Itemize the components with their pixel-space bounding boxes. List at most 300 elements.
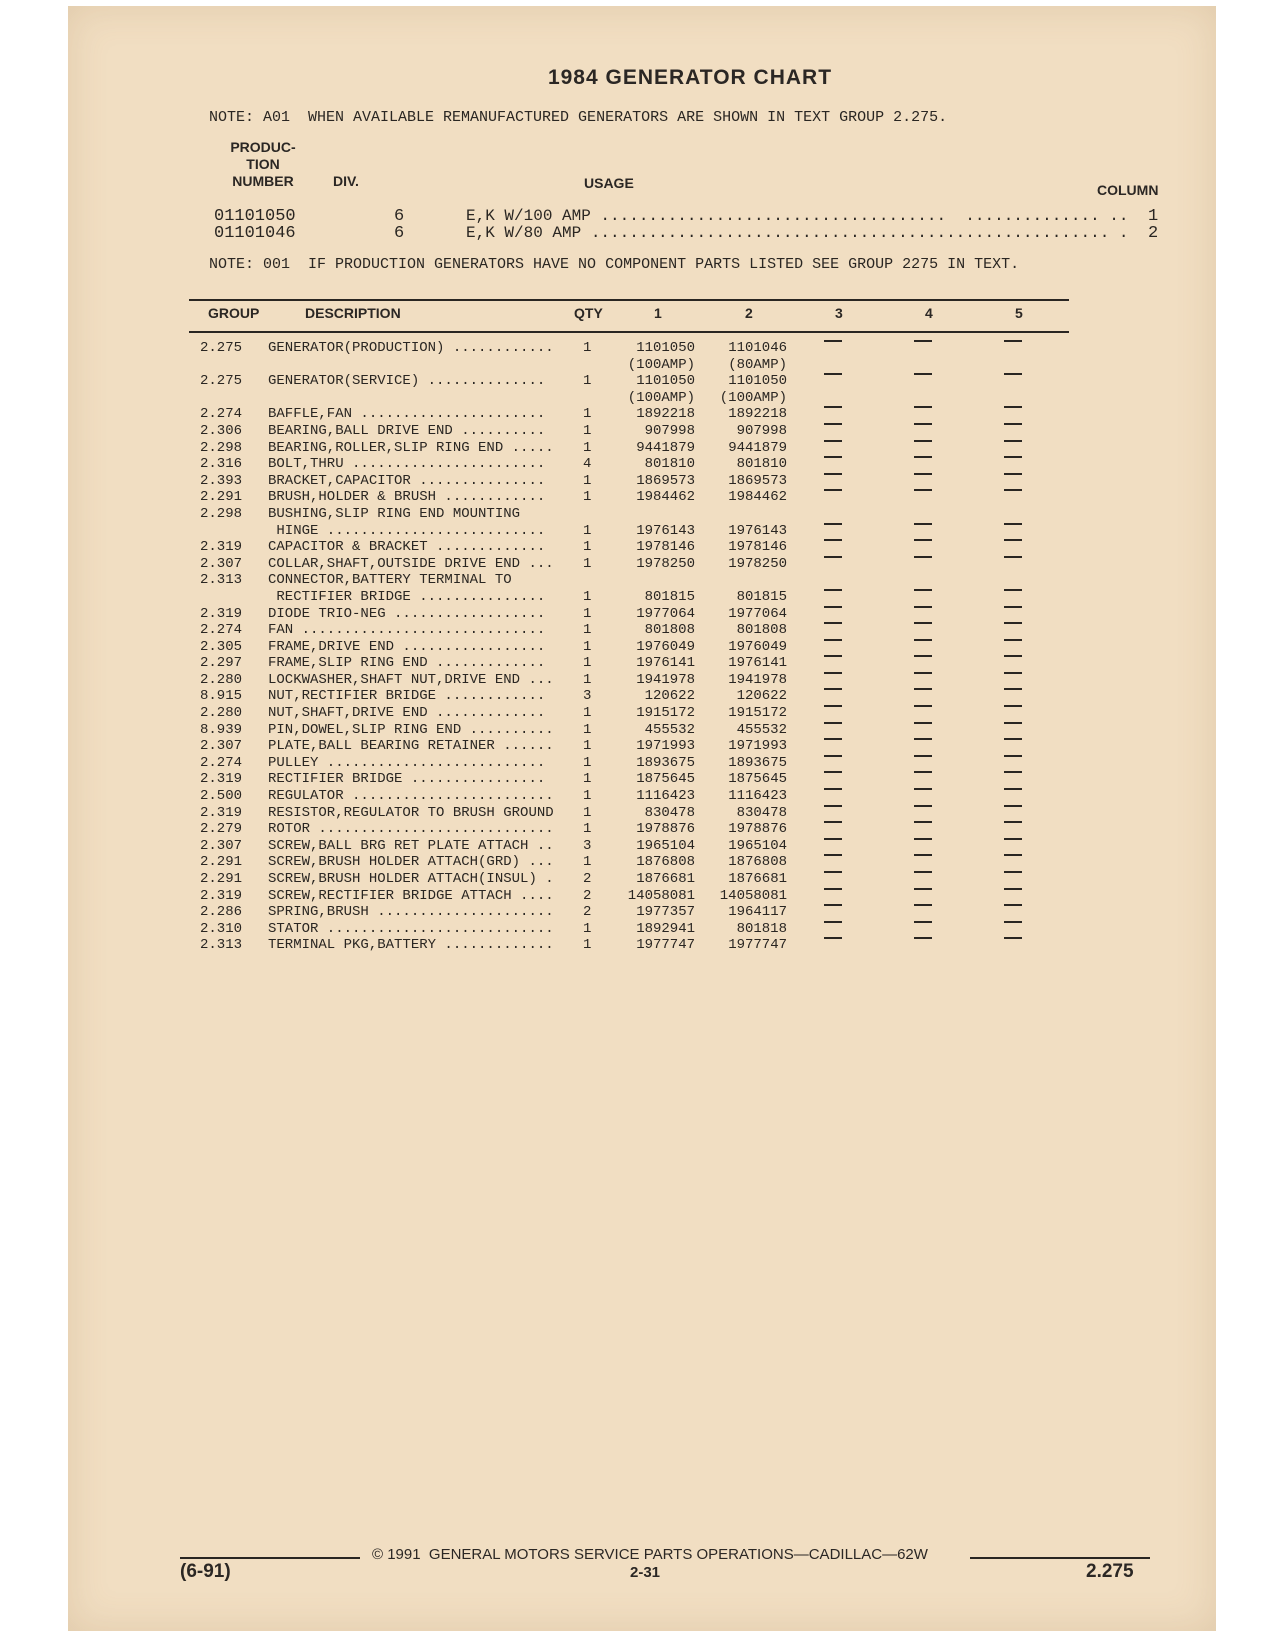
column-1-cell: 14058081 — [627, 887, 695, 904]
column-2-cell: 1892218 — [728, 406, 787, 423]
footer-copyright: © 1991 GENERAL MOTORS SERVICE PARTS OPERATIONS—CADILLAC—62W — [372, 1546, 928, 1563]
description-cell: RECTIFIER BRIDGE ................ — [268, 771, 546, 788]
column-header: COLUMN — [1097, 182, 1159, 198]
column-2-cell: 907998 — [736, 422, 787, 439]
column-2-cell: 801818 — [736, 920, 787, 937]
column-5-dash — [1004, 589, 1022, 591]
group-cell: 2.286 — [200, 904, 243, 921]
group-cell: 2.275 — [200, 373, 243, 390]
qty-cell: 1 — [583, 406, 592, 423]
column-4-dash — [914, 854, 932, 856]
group-cell: 2.274 — [200, 754, 243, 771]
footer-revision: (6-91) — [180, 1561, 231, 1582]
description-cell: COLLAR,SHAFT,OUTSIDE DRIVE END ... — [268, 555, 554, 572]
column-3-dash — [824, 771, 842, 773]
description-cell: SCREW,BALL BRG RET PLATE ATTACH .. — [268, 837, 554, 854]
column-3-dash — [824, 589, 842, 591]
header-top-rule — [189, 299, 1069, 301]
page-title: 1984 GENERATOR CHART — [547, 66, 833, 89]
qty-cell: 4 — [583, 456, 592, 473]
column-3-dash — [824, 871, 842, 873]
qty-column-header: QTY — [574, 305, 603, 321]
production-row — [214, 207, 1164, 225]
column-1-cell: 1976143 — [636, 522, 695, 539]
column-5-dash — [1004, 655, 1022, 657]
description-cell: RESISTOR,REGULATOR TO BRUSH GROUND — [268, 804, 554, 821]
column-2-cell: 1977064 — [728, 605, 787, 622]
column-1-cell: 801808 — [644, 622, 695, 639]
table-row — [200, 423, 1080, 440]
qty-cell: 1 — [583, 738, 592, 755]
qty-cell: 1 — [583, 705, 592, 722]
column-1-cell: 1876681 — [636, 871, 695, 887]
column-2-cell: 1101050 — [728, 373, 787, 390]
group-cell: 2.274 — [200, 406, 243, 423]
group-cell: 2.279 — [200, 821, 243, 838]
column-3-dash — [824, 838, 842, 840]
table-row — [200, 606, 1080, 623]
column-5-dash — [1004, 523, 1022, 525]
column-2-cell: 1876681 — [728, 871, 787, 887]
production-number: 01101046 — [214, 224, 296, 243]
group-cell: 2.291 — [200, 489, 243, 506]
description-cell: CONNECTOR,BATTERY TERMINAL TO — [268, 572, 512, 589]
group-cell: 2.297 — [200, 655, 243, 672]
qty-cell: 2 — [583, 887, 592, 904]
column-2-header: 2 — [745, 305, 753, 321]
description-cell: BOLT,THRU ....................... — [268, 456, 546, 473]
column-2-cell: (80AMP) — [728, 356, 787, 373]
column-5-dash — [1004, 888, 1022, 890]
column-3-dash — [824, 440, 842, 442]
column-2-cell: 455532 — [736, 721, 787, 738]
column-5-dash — [1004, 854, 1022, 856]
group-cell: 2.313 — [200, 572, 243, 589]
group-cell: 2.500 — [200, 788, 243, 805]
column-2-cell: 14058081 — [719, 887, 787, 904]
table-row — [200, 373, 1080, 390]
qty-cell: 1 — [583, 754, 592, 771]
group-cell: 8.939 — [200, 721, 243, 738]
column-4-dash — [914, 672, 932, 674]
column-5-dash — [1004, 805, 1022, 807]
column-2-cell: 120622 — [736, 688, 787, 705]
footer-rule-left — [180, 1557, 360, 1559]
description-cell: SPRING,BRUSH ..................... — [268, 904, 554, 921]
column-3-dash — [824, 606, 842, 608]
table-row — [200, 788, 1080, 805]
column-4-dash — [914, 340, 932, 342]
column-1-cell: 1971993 — [636, 738, 695, 755]
column-3-dash — [824, 622, 842, 624]
group-cell: 2.319 — [200, 539, 243, 556]
column-1-cell: 1875645 — [636, 771, 695, 788]
header-bottom-rule — [189, 331, 1069, 333]
qty-cell: 1 — [583, 854, 592, 871]
table-row — [200, 390, 1080, 407]
column-3-header: 3 — [835, 305, 843, 321]
description-cell: BAFFLE,FAN ...................... — [268, 406, 546, 423]
qty-cell: 1 — [583, 539, 592, 556]
qty-cell: 1 — [583, 937, 592, 954]
description-cell: PULLEY .......................... — [268, 754, 546, 771]
column-1-cell: 1976049 — [636, 638, 695, 655]
group-cell: 2.306 — [200, 422, 243, 439]
column-4-dash — [914, 937, 932, 939]
column-1-cell: 1915172 — [636, 705, 695, 722]
production-div: 6 — [394, 207, 405, 226]
column-1-cell: 1977747 — [636, 937, 695, 954]
column-3-dash — [824, 937, 842, 939]
description-cell: NUT,RECTIFIER BRIDGE ............ — [268, 688, 546, 705]
column-5-dash — [1004, 937, 1022, 939]
production-column: 2 — [1148, 224, 1159, 243]
description-cell: BEARING,ROLLER,SLIP RING END ..... — [268, 439, 554, 456]
column-1-cell: 1869573 — [636, 472, 695, 489]
column-1-cell: 1892218 — [636, 406, 695, 423]
table-row — [200, 655, 1080, 672]
column-2-cell: 1915172 — [728, 705, 787, 722]
column-1-cell: 120622 — [644, 688, 695, 705]
column-5-dash — [1004, 489, 1022, 491]
column-1-cell: 1978146 — [636, 539, 695, 556]
table-row — [200, 639, 1080, 656]
column-3-dash — [824, 523, 842, 525]
column-4-dash — [914, 871, 932, 873]
table-row — [200, 357, 1080, 374]
table-row — [200, 738, 1080, 755]
parts-table — [200, 340, 1080, 954]
column-2-cell: 1101046 — [728, 340, 787, 356]
qty-cell: 1 — [583, 638, 592, 655]
qty-cell: 1 — [583, 588, 592, 605]
column-1-cell: 1116423 — [636, 788, 695, 805]
description-cell: BUSHING,SLIP RING END MOUNTING — [268, 505, 521, 522]
production-number-header: PRODUC- TION NUMBER — [230, 139, 296, 189]
column-5-dash — [1004, 904, 1022, 906]
column-4-dash — [914, 423, 932, 425]
column-5-dash — [1004, 440, 1022, 442]
usage-header: USAGE — [584, 175, 634, 191]
qty-cell: 1 — [583, 721, 592, 738]
column-3-dash — [824, 722, 842, 724]
column-3-dash — [824, 805, 842, 807]
qty-cell: 1 — [583, 622, 592, 639]
qty-cell: 1 — [583, 340, 592, 356]
column-5-dash — [1004, 688, 1022, 690]
description-cell: HINGE .......................... — [268, 522, 546, 539]
group-cell: 2.310 — [200, 920, 243, 937]
column-3-dash — [824, 473, 842, 475]
description-cell: FAN ............................. — [268, 622, 546, 639]
column-5-dash — [1004, 340, 1022, 342]
column-4-dash — [914, 456, 932, 458]
description-cell: CAPACITOR & BRACKET ............. — [268, 539, 546, 556]
column-5-dash — [1004, 672, 1022, 674]
column-1-cell: 907998 — [644, 422, 695, 439]
column-3-dash — [824, 921, 842, 923]
column-4-dash — [914, 722, 932, 724]
table-row — [200, 871, 1080, 888]
table-row — [200, 523, 1080, 540]
table-row — [200, 340, 1080, 357]
production-usage: E,K W/100 AMP .................................... .............. .. — [466, 207, 1129, 225]
column-1-cell: 1977357 — [636, 904, 695, 921]
description-cell: SCREW,BRUSH HOLDER ATTACH(INSUL) . — [268, 871, 554, 887]
column-2-cell: 1978146 — [728, 539, 787, 556]
column-5-dash — [1004, 705, 1022, 707]
column-4-dash — [914, 523, 932, 525]
table-row — [200, 838, 1080, 855]
description-cell: PIN,DOWEL,SLIP RING END .......... — [268, 721, 554, 738]
table-row — [200, 821, 1080, 838]
column-1-cell: 1965104 — [636, 837, 695, 854]
table-row — [200, 722, 1080, 739]
column-4-dash — [914, 539, 932, 541]
footer-group-number: 2.275 — [1086, 1561, 1134, 1582]
column-4-dash — [914, 622, 932, 624]
column-2-cell: 1893675 — [728, 754, 787, 771]
table-row — [200, 556, 1080, 573]
table-row — [200, 456, 1080, 473]
column-2-cell: 1869573 — [728, 472, 787, 489]
column-4-dash — [914, 755, 932, 757]
column-4-dash — [914, 738, 932, 740]
table-row — [200, 406, 1080, 423]
column-3-dash — [824, 406, 842, 408]
production-usage: E,K W/80 AMP ...................................................... . — [466, 224, 1129, 242]
column-3-dash — [824, 655, 842, 657]
column-3-dash — [824, 821, 842, 823]
column-2-cell: 1978250 — [728, 555, 787, 572]
production-number: 01101050 — [214, 207, 296, 226]
column-2-cell: 801810 — [736, 456, 787, 473]
footer-page-number: 2-31 — [630, 1564, 661, 1581]
table-row — [200, 805, 1080, 822]
qty-cell: 1 — [583, 821, 592, 838]
qty-cell: 1 — [583, 422, 592, 439]
column-4-dash — [914, 705, 932, 707]
production-row — [214, 224, 1164, 242]
column-1-cell: 9441879 — [636, 439, 695, 456]
group-cell: 2.307 — [200, 738, 243, 755]
table-row — [200, 904, 1080, 921]
column-4-dash — [914, 489, 932, 491]
description-cell: NUT,SHAFT,DRIVE END ............. — [268, 705, 546, 722]
column-1-cell: 830478 — [644, 804, 695, 821]
qty-cell: 3 — [583, 837, 592, 854]
column-4-dash — [914, 473, 932, 475]
column-1-cell: 1984462 — [636, 489, 695, 506]
column-1-cell: (100AMP) — [627, 389, 695, 406]
table-row — [200, 921, 1080, 938]
qty-cell: 1 — [583, 804, 592, 821]
column-2-cell: 1978876 — [728, 821, 787, 838]
column-2-cell: 830478 — [736, 804, 787, 821]
qty-cell: 2 — [583, 904, 592, 921]
qty-cell: 1 — [583, 788, 592, 805]
qty-cell: 1 — [583, 472, 592, 489]
qty-cell: 1 — [583, 771, 592, 788]
column-5-dash — [1004, 921, 1022, 923]
table-row — [200, 473, 1080, 490]
column-4-dash — [914, 406, 932, 408]
column-5-dash — [1004, 788, 1022, 790]
column-5-dash — [1004, 821, 1022, 823]
column-4-dash — [914, 888, 932, 890]
group-cell: 2.307 — [200, 555, 243, 572]
description-column-header: DESCRIPTION — [305, 305, 401, 321]
description-cell: GENERATOR(PRODUCTION) ............ — [268, 340, 554, 356]
column-4-dash — [914, 606, 932, 608]
column-4-dash — [914, 805, 932, 807]
description-cell: BRUSH,HOLDER & BRUSH ............ — [268, 489, 546, 506]
production-column: 1 — [1148, 207, 1159, 226]
column-2-cell: (100AMP) — [719, 389, 787, 406]
group-cell: 2.291 — [200, 854, 243, 871]
table-row — [200, 589, 1080, 606]
column-2-cell: 1876808 — [728, 854, 787, 871]
table-row — [200, 854, 1080, 871]
column-3-dash — [824, 672, 842, 674]
column-1-cell: 1941978 — [636, 671, 695, 688]
column-4-header: 4 — [925, 305, 933, 321]
note-001: NOTE: 001 IF PRODUCTION GENERATORS HAVE NO COMPONENT PARTS LISTED SEE GROUP 2275 IN TEXT. — [209, 256, 1020, 273]
description-cell: SCREW,RECTIFIER BRIDGE ATTACH .... — [268, 887, 554, 904]
column-2-cell: 9441879 — [728, 439, 787, 456]
column-5-dash — [1004, 871, 1022, 873]
column-4-dash — [914, 373, 932, 375]
group-cell: 2.319 — [200, 887, 243, 904]
group-cell: 2.316 — [200, 456, 243, 473]
column-3-dash — [824, 755, 842, 757]
column-5-dash — [1004, 556, 1022, 558]
qty-cell: 1 — [583, 439, 592, 456]
description-cell: FRAME,SLIP RING END ............. — [268, 655, 546, 672]
column-5-dash — [1004, 639, 1022, 641]
column-2-cell: 1984462 — [728, 489, 787, 506]
description-cell: DIODE TRIO-NEG .................. — [268, 605, 546, 622]
column-4-dash — [914, 440, 932, 442]
column-3-dash — [824, 788, 842, 790]
column-3-dash — [824, 738, 842, 740]
group-column-header: GROUP — [208, 305, 260, 321]
qty-cell: 2 — [583, 871, 592, 887]
group-cell: 2.305 — [200, 638, 243, 655]
column-3-dash — [824, 456, 842, 458]
column-3-dash — [824, 489, 842, 491]
column-1-cell: 455532 — [644, 721, 695, 738]
column-3-dash — [824, 423, 842, 425]
column-2-cell: 801808 — [736, 622, 787, 639]
column-3-dash — [824, 556, 842, 558]
column-4-dash — [914, 921, 932, 923]
table-row — [200, 506, 1080, 523]
column-4-dash — [914, 788, 932, 790]
group-cell: 2.280 — [200, 705, 243, 722]
column-1-cell: 1977064 — [636, 605, 695, 622]
column-3-dash — [824, 373, 842, 375]
group-cell: 2.274 — [200, 622, 243, 639]
group-cell: 2.313 — [200, 937, 243, 954]
qty-cell: 1 — [583, 920, 592, 937]
group-cell: 2.319 — [200, 605, 243, 622]
group-cell: 2.319 — [200, 804, 243, 821]
column-3-dash — [824, 705, 842, 707]
qty-cell: 3 — [583, 688, 592, 705]
column-5-dash — [1004, 456, 1022, 458]
column-3-dash — [824, 904, 842, 906]
table-row — [200, 755, 1080, 772]
table-row — [200, 771, 1080, 788]
group-cell: 2.275 — [200, 340, 243, 356]
description-cell: LOCKWASHER,SHAFT NUT,DRIVE END ... — [268, 671, 554, 688]
column-2-cell: 1116423 — [728, 788, 787, 805]
column-2-cell: 801815 — [736, 588, 787, 605]
column-4-dash — [914, 838, 932, 840]
column-1-cell: 1101050 — [636, 340, 695, 356]
column-5-dash — [1004, 539, 1022, 541]
description-cell: FRAME,DRIVE END ................. — [268, 638, 546, 655]
column-4-dash — [914, 589, 932, 591]
qty-cell: 1 — [583, 671, 592, 688]
column-5-dash — [1004, 606, 1022, 608]
column-5-dash — [1004, 722, 1022, 724]
qty-cell: 1 — [583, 522, 592, 539]
column-2-cell: 1976143 — [728, 522, 787, 539]
column-3-dash — [824, 888, 842, 890]
column-1-cell: 1876808 — [636, 854, 695, 871]
column-4-dash — [914, 904, 932, 906]
column-1-cell: 1101050 — [636, 373, 695, 390]
column-5-dash — [1004, 771, 1022, 773]
table-row — [200, 888, 1080, 905]
column-1-cell: 1892941 — [636, 920, 695, 937]
column-3-dash — [824, 539, 842, 541]
group-cell: 2.298 — [200, 505, 243, 522]
table-row — [200, 489, 1080, 506]
column-2-cell: 1976141 — [728, 655, 787, 672]
description-cell: PLATE,BALL BEARING RETAINER ...... — [268, 738, 554, 755]
column-1-cell: (100AMP) — [627, 356, 695, 373]
table-row — [200, 622, 1080, 639]
column-5-dash — [1004, 755, 1022, 757]
group-cell: 8.915 — [200, 688, 243, 705]
table-row — [200, 705, 1080, 722]
column-1-cell: 801815 — [644, 588, 695, 605]
div-header: DIV. — [333, 173, 359, 189]
note-a01: NOTE: A01 WHEN AVAILABLE REMANUFACTURED GENERATORS ARE SHOWN IN TEXT GROUP 2.275. — [209, 109, 948, 126]
description-cell: ROTOR ............................ — [268, 821, 554, 838]
table-row — [200, 937, 1080, 954]
table-row — [200, 539, 1080, 556]
column-5-dash — [1004, 738, 1022, 740]
column-1-cell: 1978250 — [636, 555, 695, 572]
column-1-cell: 1976141 — [636, 655, 695, 672]
description-cell: SCREW,BRUSH HOLDER ATTACH(GRD) ... — [268, 854, 554, 871]
column-3-dash — [824, 639, 842, 641]
column-1-cell: 1978876 — [636, 821, 695, 838]
qty-cell: 1 — [583, 489, 592, 506]
group-cell: 2.280 — [200, 671, 243, 688]
production-div: 6 — [394, 224, 405, 243]
qty-cell: 1 — [583, 605, 592, 622]
description-cell: BEARING,BALL DRIVE END .......... — [268, 422, 546, 439]
qty-cell: 1 — [583, 555, 592, 572]
qty-cell: 1 — [583, 373, 592, 390]
table-row — [200, 572, 1080, 589]
group-cell: 2.298 — [200, 439, 243, 456]
